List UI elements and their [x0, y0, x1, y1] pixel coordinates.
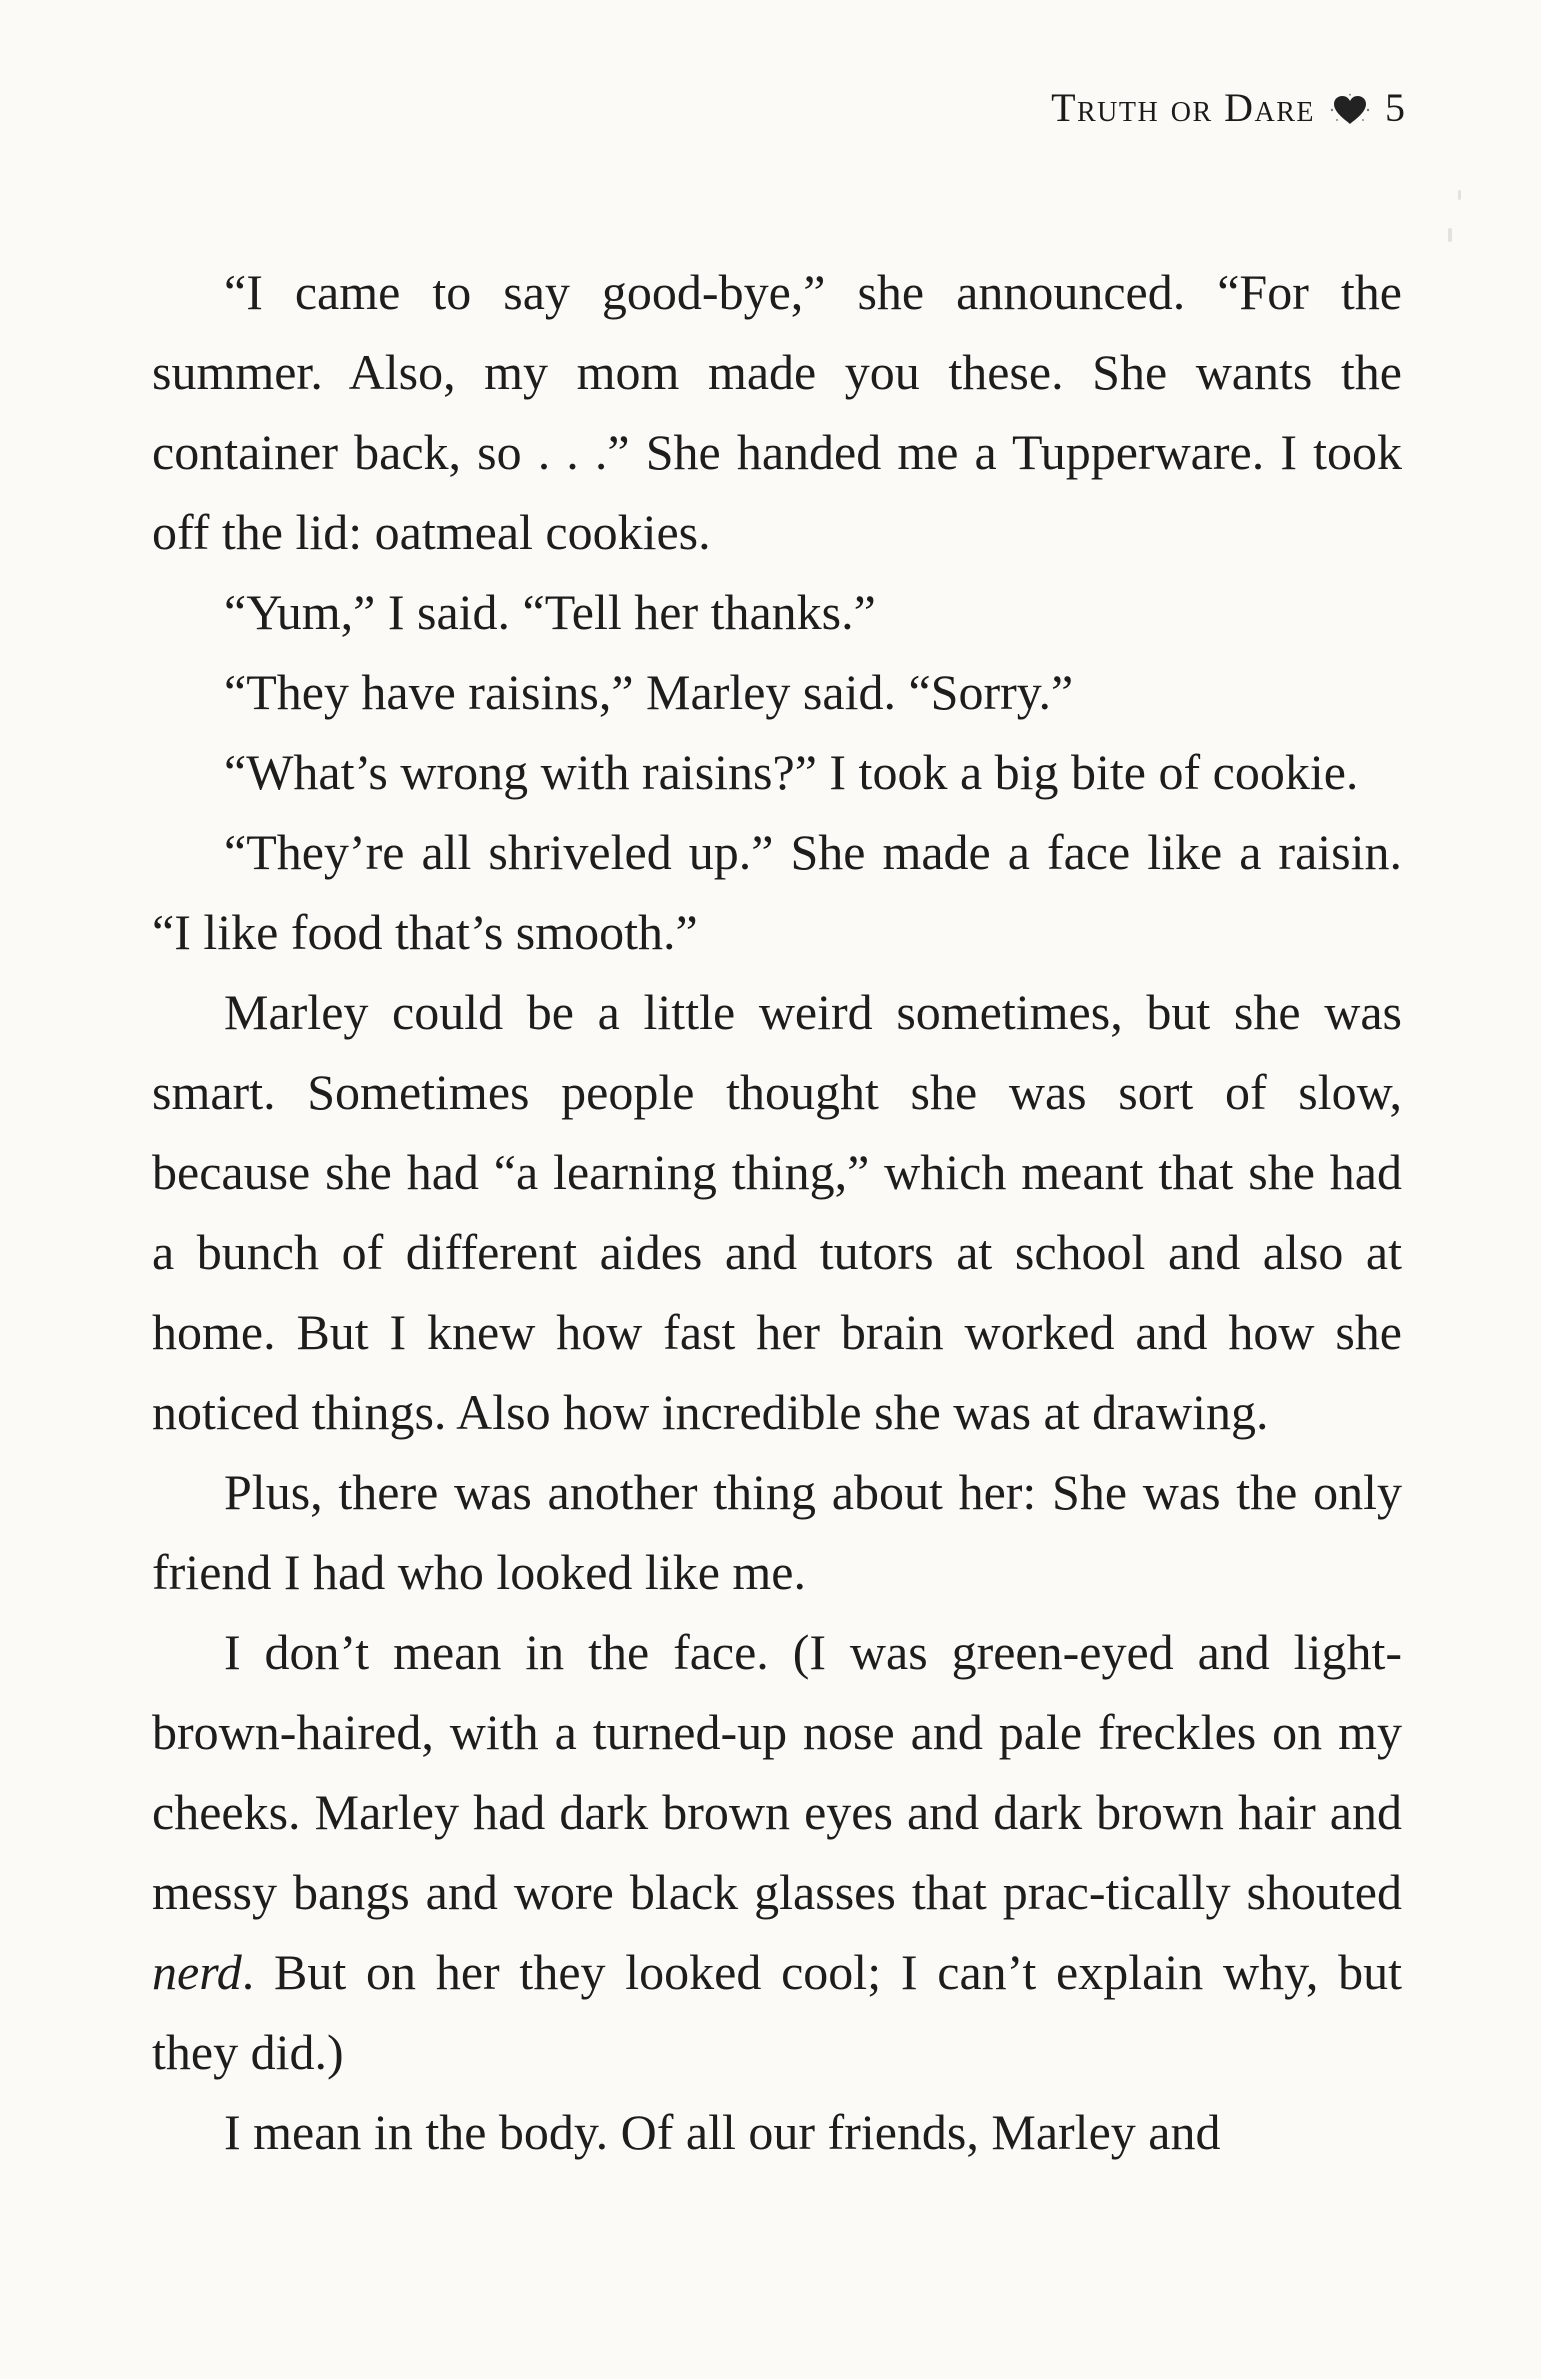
paragraph: “Yum,” I said. “Tell her thanks.” [224, 584, 876, 640]
paragraph-text: . But on her they looked cool; I can’t explain why, but they did.) [152, 1944, 1402, 2080]
running-head [1051, 85, 1406, 130]
paragraph-text: I don’t mean in the face. (I was green-eyed and light-brown-haired, with a turned-up nose and pale freckles on my cheeks. Marley had dark brown eyes and dark brown hair and messy bangs and wore black glasses that prac-tically shouted [152, 1624, 1402, 1920]
paragraph: “What’s wrong with raisins?” I took a big bite of cookie. [224, 744, 1359, 800]
page-number: 5 [1385, 85, 1406, 130]
paper-speck [1458, 190, 1461, 200]
heart-icon [1329, 93, 1371, 127]
paragraph: “I came to say good-bye,” she announced. “For the summer. Also, my mom made you these. She wants the container back, so . . .” She handed me a Tupperware. I took off the lid: oatmeal cookies. [152, 264, 1402, 560]
paragraph: “They’re all shriveled up.” She made a face like a raisin. “I like food that’s smooth.” [152, 824, 1402, 960]
paragraph [152, 1612, 1402, 2092]
paragraph: “They have raisins,” Marley said. “Sorry.” [224, 664, 1074, 720]
emphasis-text: nerd [152, 1944, 242, 2000]
running-title: Truth or Dare [1051, 85, 1315, 130]
paragraph: I mean in the body. Of all our friends, Marley and [224, 2104, 1221, 2160]
body-text [152, 252, 1402, 2172]
paragraph: Marley could be a little weird sometimes, but she was smart. Sometimes people thought she was sort of slow, because she had “a learning thing,” which meant that she had a bunch of different aides and tutors at school and also at home. But I knew how fast her brain worked and how she noticed things. Also how incredible she was at drawing. [152, 984, 1402, 1440]
paper-speck [1448, 228, 1452, 242]
paragraph: Plus, there was another thing about her: She was the only friend I had who looked like me. [152, 1464, 1402, 1600]
